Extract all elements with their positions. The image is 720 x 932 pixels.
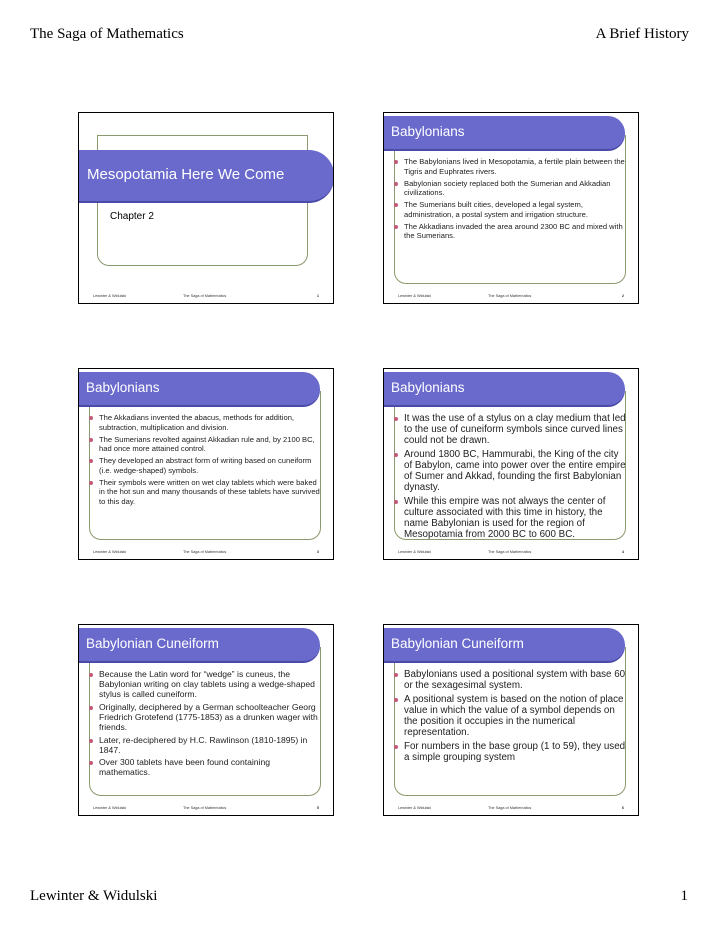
slide-title: Babylonians	[391, 124, 465, 139]
title-banner	[79, 372, 320, 407]
title-banner	[384, 372, 625, 407]
slide-1	[78, 112, 334, 304]
bullet-item: They developed an abstract form of writing based on cuneiform (i.e. wedge-shaped) symbols.	[86, 456, 323, 475]
page-footer-authors: Lewinter & Widulski	[30, 888, 158, 904]
bullet-item: Over 300 tablets have been found containing mathematics.	[86, 757, 323, 777]
slide-subtitle: Chapter 2	[110, 211, 154, 222]
slide-number: 5	[316, 806, 319, 810]
bullet-item: Around 1800 BC, Hammurabi, the King of the city of Babylon, came into power over the entire empire of Sumer and Akkad, founding the first Babylonian dynasty.	[391, 449, 628, 493]
slide-title: Babylonian Cuneiform	[391, 636, 524, 651]
bullet-item: Babylonians used a positional system with base 60 or the sexagesimal system.	[391, 669, 628, 691]
bullet-list	[86, 413, 323, 509]
slide-footer-book: The Saga of Mathematics	[183, 550, 227, 554]
slide-title: Mesopotamia Here We Come	[87, 166, 285, 183]
title-banner	[384, 116, 625, 151]
bullet-item: Babylonian society replaced both the Sumerian and Akkadian civilizations.	[391, 179, 628, 198]
bullet-item: While this empire was not always the center of culture associated with this time in history, the name Babylonian is used for the region of Mesopotamia from 2000 BC to 600 BC.	[391, 496, 628, 540]
slide-title: Babylonian Cuneiform	[86, 636, 219, 651]
bullet-item: Later, re-deciphered by H.C. Rawlinson (1810-1895) in 1847.	[86, 735, 323, 755]
slide-footer-authors: Lewinter & Widulski	[398, 550, 432, 554]
bullet-item: Originally, deciphered by a German schoolteacher Georg Friedrich Grotefend (1775-1853) as a drunken wager with friends.	[86, 702, 323, 732]
slide-footer-book: The Saga of Mathematics	[488, 294, 532, 298]
bullet-list	[391, 669, 628, 765]
bullet-item: It was the use of a stylus on a clay medium that led to the use of cuneiform symbols since curved lines could not be drawn.	[391, 413, 628, 446]
title-banner	[79, 150, 334, 203]
bullet-item: Because the Latin word for “wedge” is cuneus, the Babylonian writing on clay tablets using a wedge-shaped stylus is called cuneiform.	[86, 669, 323, 699]
bullet-item: The Sumerians built cities, developed a legal system, administration, a postal system and irrigation structure.	[391, 200, 628, 219]
slide-2	[383, 112, 639, 304]
bullet-item: For numbers in the base group (1 to 59), they used a simple grouping system	[391, 741, 628, 763]
title-banner	[79, 628, 320, 663]
slide-number: 4	[621, 550, 624, 554]
slide-footer-authors: Lewinter & Widulski	[398, 294, 432, 298]
slide-number: 6	[621, 806, 624, 810]
slide-title: Babylonians	[86, 380, 160, 395]
bullet-list	[86, 669, 323, 780]
slide-footer-authors: Lewinter & Widulski	[93, 550, 127, 554]
page-number: 1	[680, 888, 688, 904]
slide-footer-book: The Saga of Mathematics	[183, 806, 227, 810]
page-header-subtitle: A Brief History	[595, 26, 689, 42]
slide-footer-authors: Lewinter & Widulski	[398, 806, 432, 810]
page-header-title: The Saga of Mathematics	[30, 26, 184, 42]
slide-number: 2	[621, 294, 624, 298]
bullet-list	[391, 157, 628, 243]
slide-footer-book: The Saga of Mathematics	[183, 294, 227, 298]
slide-6	[383, 624, 639, 816]
bullet-list	[391, 413, 628, 542]
bullet-item: The Akkadians invented the abacus, methods for addition, subtraction, multiplication and division.	[86, 413, 323, 432]
slide-number: 1	[316, 294, 319, 298]
bullet-item: Their symbols were written on wet clay tablets which were baked in the hot sun and many thousands of these tablets have survived to this day.	[86, 478, 323, 507]
slide-4	[383, 368, 639, 560]
slide-number: 3	[316, 550, 319, 554]
bullet-item: A positional system is based on the notion of place value in which the value of a symbol depends on the position it occupies in the numerical representation.	[391, 694, 628, 738]
title-banner	[384, 628, 625, 663]
slide-3	[78, 368, 334, 560]
slide-title: Babylonians	[391, 380, 465, 395]
bullet-item: The Sumerians revolted against Akkadian rule and, by 2100 BC, had once more attained control.	[86, 435, 323, 454]
slide-footer-authors: Lewinter & Widulski	[93, 294, 127, 298]
slide-footer-authors: Lewinter & Widulski	[93, 806, 127, 810]
bullet-item: The Babylonians lived in Mesopotamia, a fertile plain between the Tigris and Euphrates rivers.	[391, 157, 628, 176]
slide-5	[78, 624, 334, 816]
slide-footer-book: The Saga of Mathematics	[488, 806, 532, 810]
bullet-item: The Akkadians invaded the area around 2300 BC and mixed with the Sumerians.	[391, 222, 628, 241]
slide-footer-book: The Saga of Mathematics	[488, 550, 532, 554]
